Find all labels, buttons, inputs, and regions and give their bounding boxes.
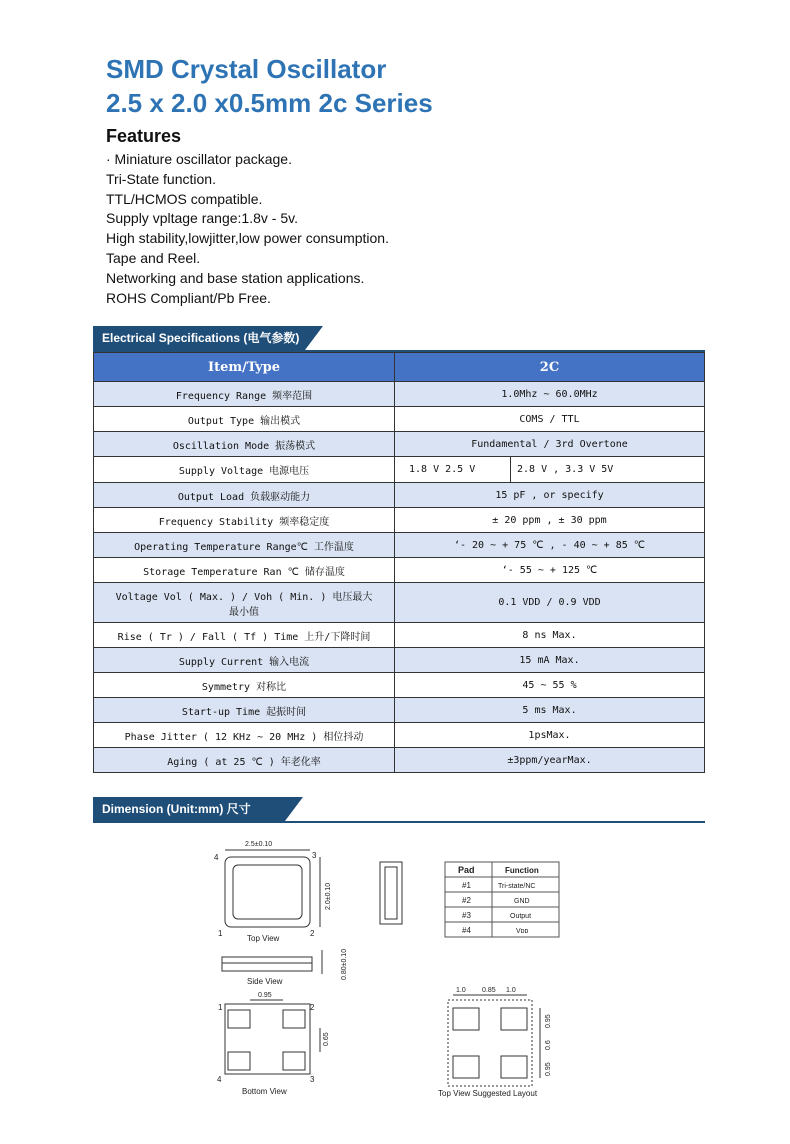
dim-gap-label: 0.65: [323, 1032, 330, 1046]
pin-label: 4: [214, 853, 219, 862]
voltage-high: 2.8 V , 3.3 V 5V: [517, 464, 614, 475]
feature-item: Tape and Reel.: [106, 249, 201, 266]
dim-height-label: 2.0±0.10: [325, 882, 332, 910]
function-header: Function: [505, 866, 539, 875]
suggested-layout: [448, 995, 540, 1086]
top-view-label: Top View: [247, 934, 280, 943]
row-item: Voltage Vol ( Max. ) / Voh ( Min. ) 电压最大最小值: [94, 583, 395, 623]
table-row: [94, 432, 705, 457]
pad-cell: #3: [462, 911, 471, 920]
voltage-low: 1.8 V 2.5 V: [409, 464, 476, 475]
row-item: Output Type 输出模式: [94, 407, 395, 432]
table-row: [94, 623, 705, 648]
function-cell: Vᴅᴅ: [516, 928, 529, 935]
pad-cell: #1: [462, 881, 471, 890]
row-value: 15 pF , or specify: [395, 483, 705, 508]
pin-label: 1: [218, 929, 223, 938]
pad-cell: #2: [462, 896, 471, 905]
layout-dim: 0.85: [482, 987, 496, 994]
row-item: Phase Jitter ( 12 KHz ~ 20 MHz ) 相位抖动: [94, 723, 395, 748]
features-heading: Features: [106, 126, 182, 146]
layout-dim: 1.0: [456, 987, 466, 994]
row-value: 0.1 VDD / 0.9 VDD: [395, 583, 705, 623]
cell-divider: [510, 457, 511, 482]
row-item: Oscillation Mode 振荡模式: [94, 432, 395, 457]
row-value: ±3ppm/yearMax.: [395, 748, 705, 773]
top-view: [225, 850, 320, 927]
row-value: 15 mA Max.: [395, 648, 705, 673]
row-item: Aging ( at 25 ℃ ) 年老化率: [94, 748, 395, 773]
page-title-line1: SMD Crystal Oscillator: [106, 54, 387, 84]
row-value: 1.0Mhz ~ 60.0MHz: [395, 382, 705, 407]
table-row: [94, 407, 705, 432]
dim-width-label: 2.5±0.10: [245, 841, 273, 848]
row-value: 8 ns Max.: [395, 623, 705, 648]
section-divider: [93, 821, 705, 823]
header-item-type: Item/Type: [94, 353, 395, 382]
table-row: [94, 698, 705, 723]
features-list: [106, 150, 389, 308]
feature-item: High stability,lowjitter,low power consumption.: [106, 230, 389, 247]
row-item: Rise ( Tr ) / Fall ( Tf ) Time 上升/下降时间: [94, 623, 395, 648]
feature-item: Supply vpltage range:1.8v - 5v.: [106, 210, 298, 227]
dimension-section-title: Dimension (Unit:mm) 尺寸: [93, 797, 285, 821]
function-cell: GND: [514, 898, 530, 905]
layout-dim: 0.95: [545, 1062, 552, 1076]
feature-item: Tri-State function.: [106, 170, 216, 187]
dimension-drawing: [200, 832, 590, 1104]
function-cell: Output: [510, 913, 532, 920]
pin-label: 4: [217, 1075, 222, 1084]
pin-label: 3: [310, 1075, 315, 1084]
layout-dim: 0.6: [545, 1040, 552, 1050]
dim-thickness-label: 0.80±0.10: [341, 948, 348, 980]
row-value: Fundamental / 3rd Overtone: [395, 432, 705, 457]
dimension-section-bar: [93, 797, 705, 823]
row-item: Output Load 负载驱动能力: [94, 483, 395, 508]
table-row: [94, 457, 705, 483]
row-item: Storage Temperature Ran ℃ 储存温度: [94, 558, 395, 583]
bottom-view: [225, 1000, 320, 1074]
electrical-section-bar: [93, 326, 705, 352]
pin-label: 3: [312, 851, 317, 860]
row-item: Start-up Time 起振时间: [94, 698, 395, 723]
layout-dim: 1.0: [506, 987, 516, 994]
electrical-section-title: Electrical Specifications (电气参数): [93, 326, 305, 350]
table-row: [94, 533, 705, 558]
row-item: Symmetry 对称比: [94, 673, 395, 698]
feature-item: Networking and base station applications.: [106, 269, 365, 286]
table-row: [94, 508, 705, 533]
pin-label: 1: [218, 1003, 223, 1012]
feature-item: TTL/HCMOS compatible.: [106, 190, 263, 207]
row-value: 45 ~ 55 %: [395, 673, 705, 698]
table-row: [94, 648, 705, 673]
layout-label: Top View Suggested Layout: [438, 1089, 538, 1098]
table-row: [94, 558, 705, 583]
feature-item: · Miniature oscillator package.: [106, 151, 292, 167]
end-view: [380, 862, 402, 924]
row-value: 5 ms Max.: [395, 698, 705, 723]
bottom-view-label: Bottom View: [242, 1087, 287, 1096]
row-value-split: [395, 457, 705, 483]
electrical-spec-table: [93, 352, 705, 773]
row-item: Operating Temperature Range℃ 工作温度: [94, 533, 395, 558]
row-value: COMS / TTL: [395, 407, 705, 432]
pad-cell: #4: [462, 926, 471, 935]
function-cell: Tri-state/NC: [498, 883, 536, 890]
row-value: ‘- 55 ~ + 125 ℃: [395, 558, 705, 583]
table-row: [94, 382, 705, 407]
row-value: ± 20 ppm , ± 30 ppm: [395, 508, 705, 533]
side-view: [222, 950, 322, 974]
table-row: [94, 583, 705, 623]
side-view-label: Side View: [247, 977, 283, 986]
row-item: Frequency Stability 频率稳定度: [94, 508, 395, 533]
row-item: Frequency Range 频率范围: [94, 382, 395, 407]
row-value: 1psMax.: [395, 723, 705, 748]
row-value: ‘- 20 ~ + 75 ℃ , - 40 ~ + 85 ℃: [395, 533, 705, 558]
header-type: 2C: [395, 353, 705, 382]
pin-label: 2: [310, 929, 315, 938]
table-row: [94, 673, 705, 698]
table-row: [94, 723, 705, 748]
pad-header: Pad: [458, 865, 475, 875]
row-item: Supply Voltage 电源电压: [94, 457, 395, 483]
layout-dim: 0.95: [545, 1014, 552, 1028]
row-item: Supply Current 输入电流: [94, 648, 395, 673]
pin-label: 2: [310, 1003, 315, 1012]
dim-pad-label: 0.95: [258, 992, 272, 999]
feature-item: ROHS Compliant/Pb Free.: [106, 289, 271, 306]
table-header-row: [94, 353, 705, 382]
table-row: [94, 483, 705, 508]
page-title-line2: 2.5 x 2.0 x0.5mm 2c Series: [106, 88, 433, 118]
table-row: [94, 748, 705, 773]
